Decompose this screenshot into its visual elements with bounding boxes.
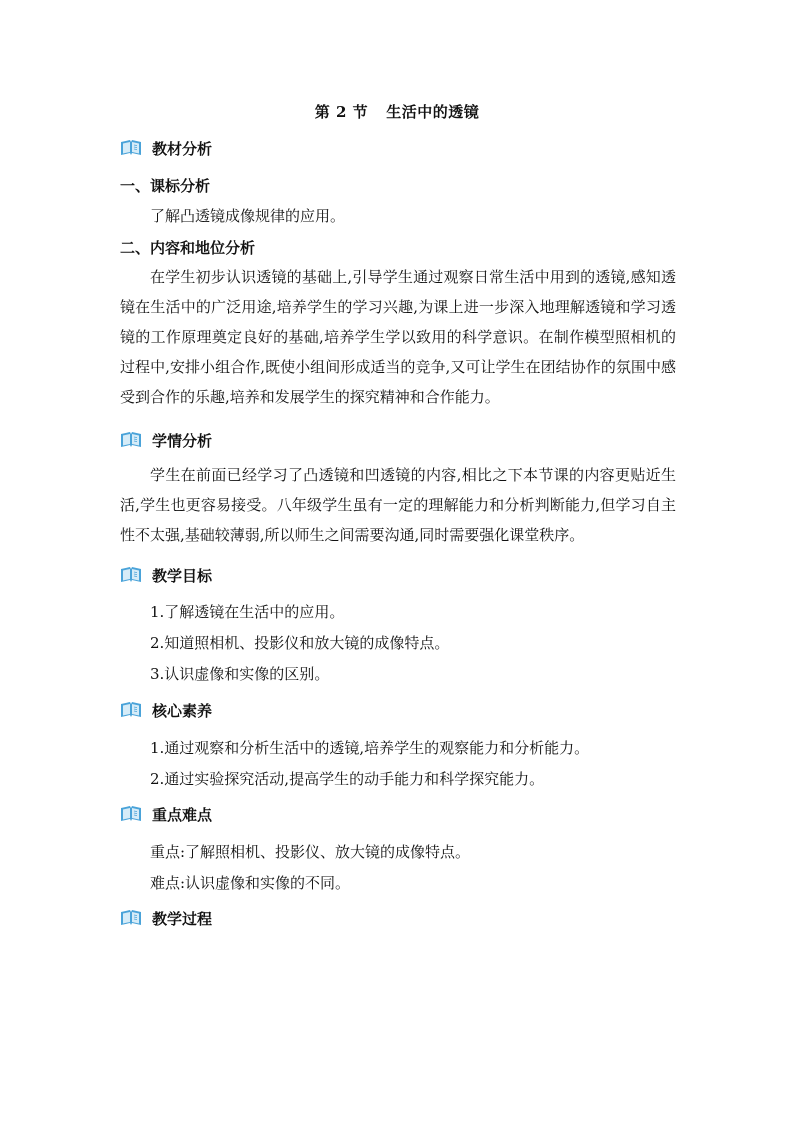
section-heading-textbook-analysis bbox=[120, 137, 212, 159]
goal-item-2: 2.知道照相机、投影仪和放大镜的成像特点。 bbox=[150, 634, 450, 652]
page-title bbox=[0, 101, 794, 122]
heading-label: 教学目标 bbox=[152, 566, 213, 585]
subheading-content: 二、内容和地位分析 bbox=[120, 239, 256, 257]
open-book-icon bbox=[120, 805, 142, 823]
subheading-standard: 一、课标分析 bbox=[120, 177, 211, 195]
heading-label: 核心素养 bbox=[152, 701, 213, 720]
heading-label: 教材分析 bbox=[152, 139, 213, 158]
open-book-icon bbox=[120, 431, 142, 449]
open-book-icon bbox=[120, 701, 142, 719]
section-heading-teaching-goals bbox=[120, 564, 212, 586]
goal-item-1: 1.了解透镜在生活中的应用。 bbox=[150, 603, 345, 621]
standard-text: 了解凸透镜成像规律的应用。 bbox=[150, 207, 346, 225]
open-book-icon bbox=[120, 139, 142, 157]
student-paragraph: 学生在前面已经学习了凸透镜和凹透镜的内容,相比之下本节课的内容更贴近生活,学生也更容易接受。八年级学生虽有一定的理解能力和分析判断能力,但学习自主性不太强,基础较薄弱,所以师生之间需要沟通,同时需要强化课堂秩序。 bbox=[120, 466, 676, 544]
literacy-item-2: 2.通过实验探究活动,提高学生的动手能力和科学探究能力。 bbox=[150, 770, 545, 788]
section-title: 生活中的透镜 bbox=[386, 103, 480, 121]
section-heading-student-analysis bbox=[120, 429, 212, 451]
content-paragraph: 在学生初步认识透镜的基础上,引导学生通过观察日常生活中用到的透镜,感知透镜在生活中的广泛用途,培养学生的学习兴趣,为课上进一步深入地理解透镜和学习透镜的工作原理奠定良好的基础,培养学生学以致用的科学意识。在制作模型照相机的过程中,安排小组合作,既使小组间形成适当的竞争,又可让学生在团结协作的氛围中感受到合作的乐趣,培养和发展学生的探究精神和合作能力。 bbox=[120, 268, 676, 406]
heading-label: 重点难点 bbox=[152, 805, 213, 824]
section-number: 第 2 节 bbox=[314, 103, 369, 121]
key-point-text: 重点:了解照相机、投影仪、放大镜的成像特点。 bbox=[150, 843, 471, 861]
section-heading-core-literacy bbox=[120, 699, 212, 721]
section-heading-teaching-process bbox=[120, 907, 212, 929]
section-heading-key-difficult bbox=[120, 803, 212, 825]
literacy-item-1: 1.通过观察和分析生活中的透镜,培养学生的观察能力和分析能力。 bbox=[150, 739, 590, 757]
goal-item-3: 3.认识虚像和实像的区别。 bbox=[150, 665, 330, 683]
open-book-icon bbox=[120, 566, 142, 584]
open-book-icon bbox=[120, 909, 142, 927]
heading-label: 教学过程 bbox=[152, 909, 213, 928]
heading-label: 学情分析 bbox=[152, 431, 213, 450]
difficult-point-text: 难点:认识虚像和实像的不同。 bbox=[150, 874, 351, 892]
